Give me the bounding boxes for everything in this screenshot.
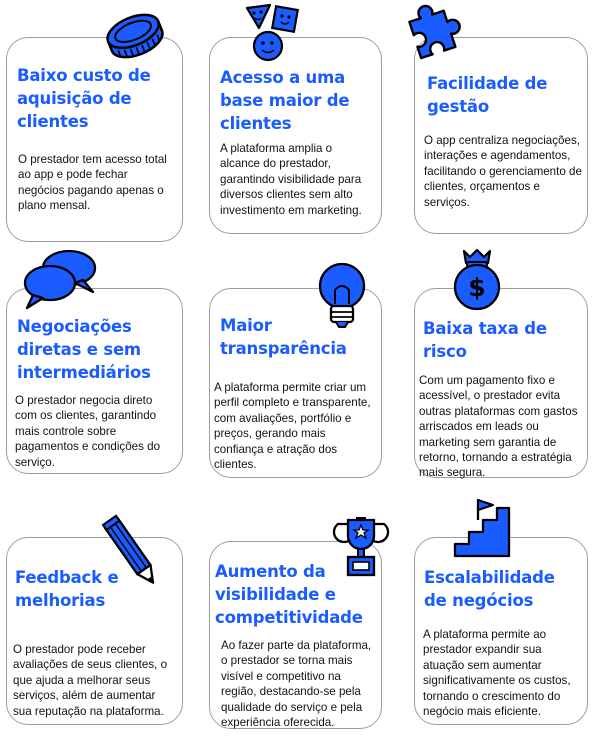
card-title: Facilidade de gestão xyxy=(427,74,548,116)
card-title: Aumento da visibilidade e competitividade xyxy=(215,562,363,627)
coin-icon xyxy=(104,10,166,62)
puzzle-icon xyxy=(403,5,465,67)
card-description: A plataforma amplia o alcance do prestador, garantindo visibilidade para diversos clientes sem alto investimento em marketing. xyxy=(220,142,362,217)
card-description: A plataforma permite criar um perfil completo e transparente, com avaliações, portfólio e preços, gerando mais confiança e atração dos clientes. xyxy=(214,381,371,472)
card-description: O prestador tem acesso total ao app e pode fechar negócios pagando apenas o plano mensal. xyxy=(18,153,167,213)
card-description: A plataforma permite ao prestador expandir sua atuação sem aumentar significativamente os custos, tornando o crescimento do negócio mais eficiente. xyxy=(423,628,571,719)
card-title: Escalabilidade de negócios xyxy=(424,568,555,610)
chat-bubbles-icon xyxy=(23,246,101,312)
money-bag-icon xyxy=(448,247,506,311)
card-description: O prestador negocia direto com os clientes, garantindo mais controle sobre pagamentos e condições do serviço. xyxy=(15,394,161,469)
stairs-flag-icon xyxy=(451,496,513,560)
card-description: O prestador pode receber avaliações de seus clientes, o que ajuda a melhorar seus serviços, além de aumentar sua reputação na plataforma. xyxy=(13,643,168,718)
card-title: Feedback e melhorias xyxy=(15,568,119,610)
card-title: Baixa taxa de risco xyxy=(423,319,547,361)
card-description: O app centraliza negociações, interações e agendamentos, facilitando o gerenciamento de clientes, orçamentos e serviços. xyxy=(424,134,582,209)
svg-text:$: $ xyxy=(468,273,486,302)
card-title: Baixo custo de aquisição de clientes xyxy=(17,66,151,131)
card-title: Negociações diretas e sem intermediários xyxy=(17,317,151,382)
card-description: Ao fazer parte da plataforma, o prestador se torna mais visível e competitivo na região, destacando-se pela qualidade do serviço e pela experiência oferecida. xyxy=(221,639,372,730)
card-description: Com um pagamento fixo e acessível, o prestador evita outras plataformas com gastos arriscados em leads ou marketing sem garantia de retorno, tornando a estratégia mais segura. xyxy=(419,374,578,480)
card-title: Maior transparência xyxy=(220,316,347,358)
card-title: Acesso a uma base maior de clientes xyxy=(220,68,350,133)
shapes-icon xyxy=(244,2,302,64)
